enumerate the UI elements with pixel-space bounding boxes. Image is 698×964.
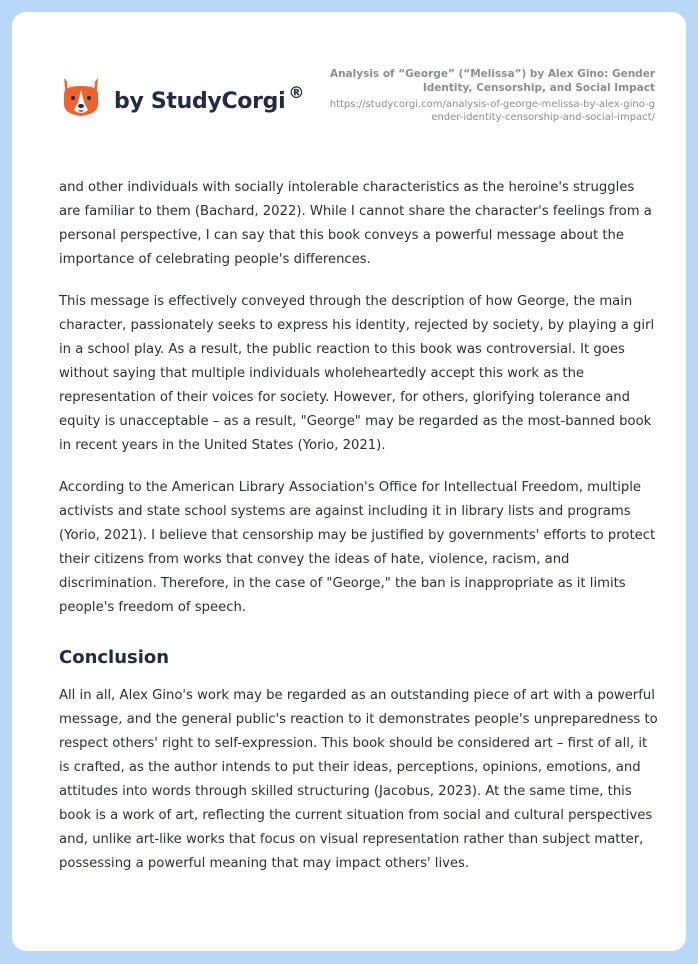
page-header [12,12,686,162]
brand-text: by StudyCorgi [114,88,286,114]
brand-name [114,82,305,114]
body-paragraph-2: This message is effectively conveyed through the description of how George, the main character, passionately seeks to express his identity, rejected by society, by playing a girl in a school play. As a result, the public reaction to this book was controversial. It goes without saying that multiple individuals wholeheartedly accept this work as the representation of their voices for society. However, for others, glorifying tolerance and equity is unacceptable – as a result, "George" may be regarded as the most-banned book in recent years in the United States (Yorio, 2021). [59,294,655,453]
document-meta [325,67,655,124]
document-title: Analysis of “George” (“Melissa”) by Alex Gino: Gender Identity, Censorship, and Social Impact [329,68,655,94]
body-paragraph-3: According to the American Library Association's Office for Intellectual Freedom, multiple activists and state school systems are against including it in library lists and programs (Yorio, 2021). I believe that censorship may be justified by governments' efforts to protect their citizens from works that convey the ideas of hate, violence, racism, and discrimination. Therefore, in the case of "George," the ban is inappropriate as it limits people's freedom of speech. [59,480,656,615]
document-url[interactable]: https://studycorgi.com/analysis-of-george-melissa-by-alex-gino-gender-identity-censorship-and-social-impact/ [329,99,655,123]
document-body [59,176,659,894]
corgi-logo-icon [60,76,102,120]
document-page [12,12,686,951]
body-paragraph-1: and other individuals with socially intolerable characteristics as the heroine's struggles are familiar to them (Bachard, 2022). While I cannot share the character's feelings from a personal perspective, I can say that this book conveys a powerful message about the importance of celebrating people's differences. [59,180,652,267]
conclusion-heading: Conclusion [59,647,170,668]
registered-mark: ® [288,82,305,102]
studycorgi-logo[interactable] [60,76,304,120]
conclusion-paragraph: All in all, Alex Gino's work may be regarded as an outstanding piece of art with a powerful message, and the general public's reaction to it demonstrates people's unpreparedness to respect others' right to self-expression. This book should be considered art – first of all, it is crafted, as the author intends to put their ideas, perceptions, opinions, emotions, and attitudes into words through skilled structuring (Jacobus, 2023). At the same time, this book is a work of art, reflecting the current situation from social and cultural perspectives and, unlike art-like works that focus on visual representation rather than subject matter, possessing a powerful meaning that may impact others' lives. [59,688,658,871]
